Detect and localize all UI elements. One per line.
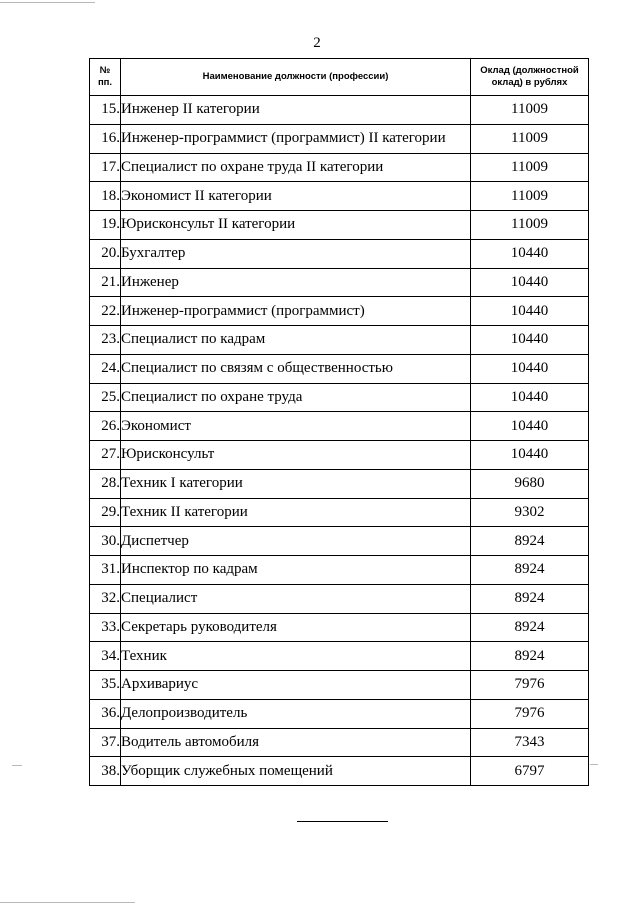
row-number: 26. bbox=[90, 412, 121, 441]
salary-value: 10440 bbox=[471, 326, 589, 355]
position-name: Техник I категории bbox=[121, 469, 471, 498]
table-row bbox=[90, 182, 589, 211]
table-row bbox=[90, 412, 589, 441]
table-row bbox=[90, 498, 589, 527]
position-name: Инженер-программист (программист) II категории bbox=[121, 124, 471, 153]
position-name: Техник II категории bbox=[121, 498, 471, 527]
row-number: 18. bbox=[90, 182, 121, 211]
row-number: 37. bbox=[90, 728, 121, 757]
row-number: 27. bbox=[90, 441, 121, 470]
salary-value: 10440 bbox=[471, 239, 589, 268]
position-name: Секретарь руководителя bbox=[121, 613, 471, 642]
salary-value: 9680 bbox=[471, 469, 589, 498]
table-row bbox=[90, 441, 589, 470]
page-number: 2 bbox=[313, 35, 321, 51]
row-number: 33. bbox=[90, 613, 121, 642]
salary-value: 10440 bbox=[471, 354, 589, 383]
table-row bbox=[90, 153, 589, 182]
table-row bbox=[90, 584, 589, 613]
position-name: Водитель автомобиля bbox=[121, 728, 471, 757]
table-row bbox=[90, 297, 589, 326]
salary-value: 11009 bbox=[471, 96, 589, 125]
table-row bbox=[90, 383, 589, 412]
row-number: 15. bbox=[90, 96, 121, 125]
table-row bbox=[90, 642, 589, 671]
position-name: Специалист bbox=[121, 584, 471, 613]
table-row bbox=[90, 326, 589, 355]
row-number: 34. bbox=[90, 642, 121, 671]
position-name: Диспетчер bbox=[121, 527, 471, 556]
table-header-row bbox=[90, 59, 589, 96]
table-row bbox=[90, 699, 589, 728]
position-name: Уборщик служебных помещений bbox=[121, 757, 471, 786]
table-row bbox=[90, 239, 589, 268]
scan-mark bbox=[0, 902, 135, 903]
position-name: Специалист по охране труда II категории bbox=[121, 153, 471, 182]
row-number: 32. bbox=[90, 584, 121, 613]
position-name: Специалист по связям с общественностью bbox=[121, 354, 471, 383]
position-name: Архивариус bbox=[121, 671, 471, 700]
scan-mark bbox=[590, 764, 598, 765]
salary-value: 10440 bbox=[471, 268, 589, 297]
row-number: 19. bbox=[90, 211, 121, 240]
salary-value: 7343 bbox=[471, 728, 589, 757]
position-name: Специалист по охране труда bbox=[121, 383, 471, 412]
salary-value: 9302 bbox=[471, 498, 589, 527]
position-name: Техник bbox=[121, 642, 471, 671]
position-name: Инженер-программист (программист) bbox=[121, 297, 471, 326]
header-position-name-label: Наименование должности (профессии) bbox=[202, 71, 389, 82]
header-number bbox=[90, 59, 121, 96]
row-number: 29. bbox=[90, 498, 121, 527]
row-number: 23. bbox=[90, 326, 121, 355]
salary-value: 11009 bbox=[471, 153, 589, 182]
salary-value: 11009 bbox=[471, 211, 589, 240]
position-name: Инженер II категории bbox=[121, 96, 471, 125]
salary-value: 8924 bbox=[471, 527, 589, 556]
row-number: 20. bbox=[90, 239, 121, 268]
salary-value: 11009 bbox=[471, 124, 589, 153]
row-number: 16. bbox=[90, 124, 121, 153]
salary-value: 7976 bbox=[471, 671, 589, 700]
table-row bbox=[90, 354, 589, 383]
position-name: Инженер bbox=[121, 268, 471, 297]
scan-mark bbox=[0, 2, 95, 3]
salary-value: 10440 bbox=[471, 412, 589, 441]
position-name: Экономист II категории bbox=[121, 182, 471, 211]
row-number: 31. bbox=[90, 556, 121, 585]
table-row bbox=[90, 211, 589, 240]
table-row bbox=[90, 527, 589, 556]
position-name: Инспектор по кадрам bbox=[121, 556, 471, 585]
row-number: 35. bbox=[90, 671, 121, 700]
table-row bbox=[90, 124, 589, 153]
header-position-name bbox=[121, 59, 471, 96]
table-row bbox=[90, 757, 589, 786]
table-body bbox=[90, 96, 589, 786]
table-row bbox=[90, 96, 589, 125]
salary-value: 6797 bbox=[471, 757, 589, 786]
row-number: 30. bbox=[90, 527, 121, 556]
header-salary-label: Оклад (должностной оклад) в рублях bbox=[480, 65, 579, 88]
positions-table bbox=[89, 58, 589, 786]
row-number: 22. bbox=[90, 297, 121, 326]
row-number: 36. bbox=[90, 699, 121, 728]
header-number-label: № пп. bbox=[97, 65, 113, 88]
position-name: Специалист по кадрам bbox=[121, 326, 471, 355]
table-row bbox=[90, 469, 589, 498]
row-number: 28. bbox=[90, 469, 121, 498]
position-name: Экономист bbox=[121, 412, 471, 441]
closing-line bbox=[297, 821, 388, 822]
salary-value: 7976 bbox=[471, 699, 589, 728]
table-row bbox=[90, 268, 589, 297]
salary-value: 8924 bbox=[471, 642, 589, 671]
salary-value: 10440 bbox=[471, 297, 589, 326]
row-number: 21. bbox=[90, 268, 121, 297]
position-name: Юрисконсульт bbox=[121, 441, 471, 470]
table-row bbox=[90, 556, 589, 585]
table-row bbox=[90, 613, 589, 642]
header-salary bbox=[471, 59, 589, 96]
salary-value: 10440 bbox=[471, 441, 589, 470]
row-number: 25. bbox=[90, 383, 121, 412]
position-name: Делопроизводитель bbox=[121, 699, 471, 728]
table-row bbox=[90, 728, 589, 757]
salary-value: 8924 bbox=[471, 584, 589, 613]
salary-value: 8924 bbox=[471, 613, 589, 642]
salary-value: 11009 bbox=[471, 182, 589, 211]
salary-value: 10440 bbox=[471, 383, 589, 412]
position-name: Бухгалтер bbox=[121, 239, 471, 268]
scan-mark bbox=[12, 765, 22, 766]
position-name: Юрисконсульт II категории bbox=[121, 211, 471, 240]
row-number: 24. bbox=[90, 354, 121, 383]
table-row bbox=[90, 671, 589, 700]
row-number: 38. bbox=[90, 757, 121, 786]
row-number: 17. bbox=[90, 153, 121, 182]
salary-value: 8924 bbox=[471, 556, 589, 585]
